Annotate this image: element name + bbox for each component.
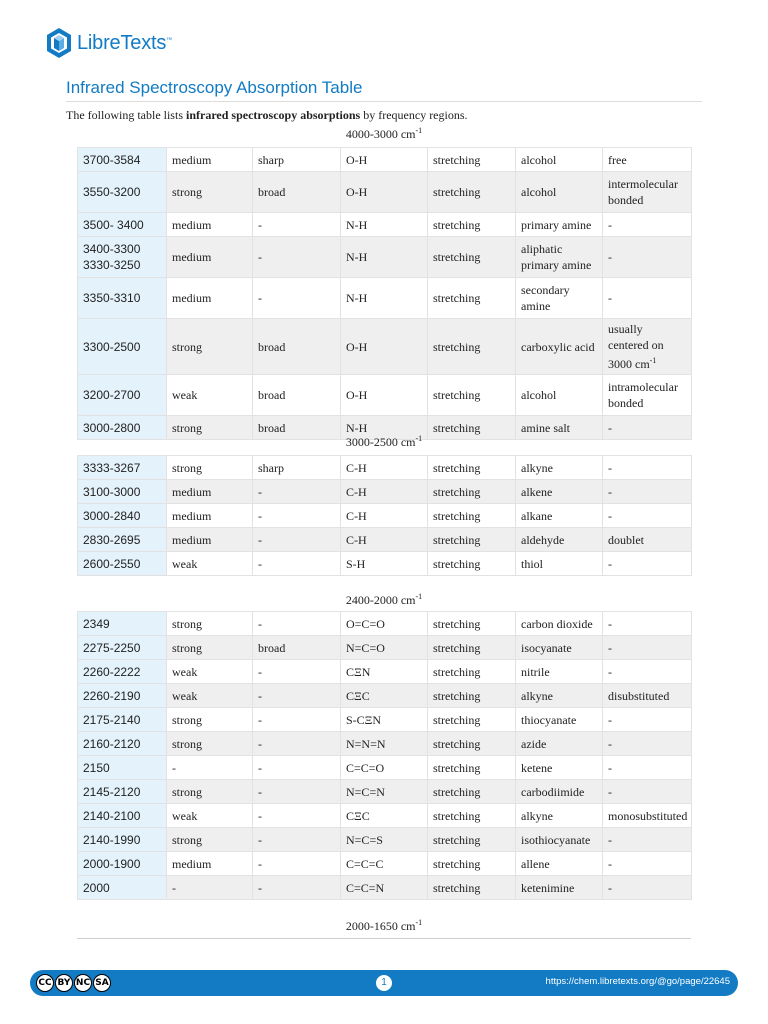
table-cell: C=C=O — [341, 756, 428, 780]
table-cell: - — [603, 278, 692, 319]
table-cell: - — [603, 876, 692, 900]
table-row — [78, 456, 692, 480]
table-cell: strong — [167, 172, 253, 213]
table-cell: carbon dioxide — [516, 612, 603, 636]
table-cell: - — [253, 504, 341, 528]
table-cell: stretching — [428, 528, 516, 552]
table-row — [78, 708, 692, 732]
table-cell: C-H — [341, 528, 428, 552]
table-cell: - — [603, 828, 692, 852]
table-cell: - — [253, 780, 341, 804]
table-cell: alkyne — [516, 456, 603, 480]
table-cell: carboxylic acid — [516, 319, 603, 375]
table-cell: ketene — [516, 756, 603, 780]
absorption-table-4000-3000 — [77, 147, 692, 440]
frequency-cell: 3200-2700 — [78, 375, 167, 416]
libretexts-logo-icon — [46, 27, 72, 59]
table-cell: broad — [253, 375, 341, 416]
table-cell: - — [253, 612, 341, 636]
table-cell: - — [603, 416, 692, 440]
frequency-cell: 3300-2500 — [78, 319, 167, 375]
table-top-border-2000-1650 — [77, 938, 691, 939]
table-cell: - — [253, 708, 341, 732]
table-cell: isothiocyanate — [516, 828, 603, 852]
table-cell: stretching — [428, 636, 516, 660]
table-cell: weak — [167, 660, 253, 684]
frequency-cell: 3000-2800 — [78, 416, 167, 440]
table-row — [78, 278, 692, 319]
cc-license-badge[interactable] — [36, 973, 112, 993]
table-cell: broad — [253, 319, 341, 375]
table-cell: stretching — [428, 612, 516, 636]
table-cell: - — [603, 213, 692, 237]
table-cell: intermolecular bonded — [603, 172, 692, 213]
table-cell: alkyne — [516, 804, 603, 828]
table-row — [78, 660, 692, 684]
table-cell: medium — [167, 480, 253, 504]
table-cell: strong — [167, 456, 253, 480]
table-cell: strong — [167, 636, 253, 660]
table-cell: broad — [253, 416, 341, 440]
frequency-cell: 2140-2100 — [78, 804, 167, 828]
frequency-cell: 2145-2120 — [78, 780, 167, 804]
table-row — [78, 612, 692, 636]
table-cell: stretching — [428, 684, 516, 708]
table-cell: stretching — [428, 804, 516, 828]
table-cell: stretching — [428, 416, 516, 440]
table-cell: N=N=N — [341, 732, 428, 756]
table-cell: O=C=O — [341, 612, 428, 636]
table-cell: stretching — [428, 660, 516, 684]
table-cell: weak — [167, 684, 253, 708]
table-cell: broad — [253, 636, 341, 660]
table-row — [78, 756, 692, 780]
table-cell: alcohol — [516, 172, 603, 213]
table-row — [78, 636, 692, 660]
table-cell: stretching — [428, 319, 516, 375]
frequency-cell: 2260-2222 — [78, 660, 167, 684]
frequency-cell: 2275-2250 — [78, 636, 167, 660]
table-cell: - — [603, 636, 692, 660]
table-cell: N=C=N — [341, 780, 428, 804]
table-cell: stretching — [428, 852, 516, 876]
frequency-cell: 2150 — [78, 756, 167, 780]
table-cell: - — [253, 552, 341, 576]
table-row — [78, 375, 692, 416]
table-cell: stretching — [428, 756, 516, 780]
table-cell: N=C=S — [341, 828, 428, 852]
attribution-icon: BY — [55, 974, 73, 992]
table-cell: N-H — [341, 416, 428, 440]
table-cell: stretching — [428, 828, 516, 852]
table-cell: isocyanate — [516, 636, 603, 660]
frequency-cell: 2160-2120 — [78, 732, 167, 756]
table-cell: N-H — [341, 278, 428, 319]
table-cell: C=C=C — [341, 852, 428, 876]
table-cell: stretching — [428, 708, 516, 732]
frequency-cell: 3500- 3400 — [78, 213, 167, 237]
table-cell: azide — [516, 732, 603, 756]
table-cell: stretching — [428, 732, 516, 756]
table-cell: C-H — [341, 504, 428, 528]
table-cell: strong — [167, 780, 253, 804]
table-row — [78, 828, 692, 852]
table-cell: alcohol — [516, 375, 603, 416]
page-url-link[interactable]: https://chem.libretexts.org/@go/page/22645 — [545, 976, 730, 987]
frequency-cell: 2140-1990 — [78, 828, 167, 852]
table-cell: O-H — [341, 319, 428, 375]
table-cell: - — [603, 612, 692, 636]
table-caption-3000-2500: 3000-2500 $cm^{-1}$ — [345, 434, 423, 449]
table-cell: stretching — [428, 480, 516, 504]
table-cell: doublet — [603, 528, 692, 552]
footer-bar — [30, 970, 738, 996]
table-cell: - — [253, 684, 341, 708]
table-cell: - — [603, 552, 692, 576]
table-cell: N=C=O — [341, 636, 428, 660]
frequency-cell: 2260-2190 — [78, 684, 167, 708]
table-cell: - — [253, 732, 341, 756]
table-cell: strong — [167, 732, 253, 756]
table-cell: C=C=N — [341, 876, 428, 900]
cc-icon: CC — [36, 974, 54, 992]
table-cell: S-H — [341, 552, 428, 576]
table-cell: - — [167, 756, 253, 780]
table-cell: - — [603, 660, 692, 684]
table-cell: - — [253, 804, 341, 828]
table-cell: free — [603, 148, 692, 172]
frequency-cell: 3550-3200 — [78, 172, 167, 213]
absorption-table-2400-2000 — [77, 611, 692, 900]
table-cell: intramolecular bonded — [603, 375, 692, 416]
table-cell: stretching — [428, 375, 516, 416]
table-cell: - — [603, 756, 692, 780]
table-caption-2400-2000: 2400-2000 $cm^{-1}$ — [345, 592, 423, 607]
table-cell: sharp — [253, 456, 341, 480]
table-cell: - — [253, 480, 341, 504]
table-cell: stretching — [428, 456, 516, 480]
table-cell: - — [603, 480, 692, 504]
table-row — [78, 732, 692, 756]
table-cell: primary amine — [516, 213, 603, 237]
table-cell: alcohol — [516, 148, 603, 172]
table-cell: - — [253, 237, 341, 278]
frequency-cell: 3000-2840 — [78, 504, 167, 528]
table-cell: stretching — [428, 148, 516, 172]
table-caption-4000-3000: 4000-3000 $cm^{-1}$ — [345, 126, 423, 141]
table-row — [78, 528, 692, 552]
table-cell: stretching — [428, 504, 516, 528]
table-cell: - — [253, 876, 341, 900]
table-cell: - — [603, 852, 692, 876]
frequency-cell: 2349 — [78, 612, 167, 636]
table-cell: alkene — [516, 480, 603, 504]
frequency-cell: 2175-2140 — [78, 708, 167, 732]
table-cell: sharp — [253, 148, 341, 172]
table-row — [78, 552, 692, 576]
frequency-cell: 3400-3300 3330-3250 — [78, 237, 167, 278]
table-cell: - — [253, 660, 341, 684]
logo-wordmark: LibreTexts™ — [77, 31, 172, 54]
table-cell: weak — [167, 804, 253, 828]
table-cell: strong — [167, 612, 253, 636]
table-cell: stretching — [428, 213, 516, 237]
table-row — [78, 148, 692, 172]
table-cell: stretching — [428, 237, 516, 278]
sharealike-icon: SA — [93, 974, 111, 992]
intro-paragraph: The following table lists infrared spectroscopy absorptions by frequency regions. — [66, 108, 468, 122]
libretexts-logo[interactable] — [46, 27, 172, 59]
table-cell: - — [603, 732, 692, 756]
table-cell: - — [253, 852, 341, 876]
table-row — [78, 213, 692, 237]
table-cell: - — [603, 237, 692, 278]
table-cell: stretching — [428, 278, 516, 319]
table-cell: medium — [167, 237, 253, 278]
absorption-table-3000-2500 — [77, 455, 692, 576]
table-cell: secondary amine — [516, 278, 603, 319]
table-cell: medium — [167, 504, 253, 528]
table-row — [78, 237, 692, 278]
table-cell: thiol — [516, 552, 603, 576]
table-row — [78, 684, 692, 708]
table-cell: nitrile — [516, 660, 603, 684]
table-cell: N-H — [341, 237, 428, 278]
table-cell: weak — [167, 375, 253, 416]
table-cell: stretching — [428, 780, 516, 804]
table-cell: O-H — [341, 375, 428, 416]
table-cell: strong — [167, 708, 253, 732]
table-cell: C-H — [341, 480, 428, 504]
table-row — [78, 780, 692, 804]
frequency-cell: 2000-1900 — [78, 852, 167, 876]
table-cell: CΞC — [341, 684, 428, 708]
table-cell: monosubstituted — [603, 804, 692, 828]
table-cell: strong — [167, 416, 253, 440]
table-cell: weak — [167, 552, 253, 576]
table-cell: aliphatic primary amine — [516, 237, 603, 278]
table-cell: medium — [167, 528, 253, 552]
table-cell: N-H — [341, 213, 428, 237]
table-cell: - — [603, 456, 692, 480]
noncommercial-icon: NC — [74, 974, 92, 992]
table-cell: S-CΞN — [341, 708, 428, 732]
table-cell: - — [253, 756, 341, 780]
table-cell: CΞC — [341, 804, 428, 828]
table-cell: amine salt — [516, 416, 603, 440]
table-cell: - — [603, 780, 692, 804]
title-divider — [66, 101, 702, 102]
frequency-cell: 2830-2695 — [78, 528, 167, 552]
frequency-cell: 2000 — [78, 876, 167, 900]
table-cell: alkyne — [516, 684, 603, 708]
table-row — [78, 504, 692, 528]
table-cell: strong — [167, 828, 253, 852]
table-row — [78, 876, 692, 900]
table-cell: disubstituted — [603, 684, 692, 708]
table-cell: C-H — [341, 456, 428, 480]
table-cell: medium — [167, 213, 253, 237]
table-cell: thiocyanate — [516, 708, 603, 732]
table-cell: - — [253, 528, 341, 552]
table-cell: CΞN — [341, 660, 428, 684]
table-cell: - — [603, 708, 692, 732]
table-caption-2000-1650: 2000-1650 $cm^{-1}$ — [345, 918, 423, 933]
table-row — [78, 852, 692, 876]
table-row — [78, 804, 692, 828]
table-cell: - — [253, 828, 341, 852]
frequency-cell: 3700-3584 — [78, 148, 167, 172]
frequency-cell: 3350-3310 — [78, 278, 167, 319]
table-cell: carbodiimide — [516, 780, 603, 804]
table-cell: aldehyde — [516, 528, 603, 552]
frequency-cell: 2600-2550 — [78, 552, 167, 576]
table-row — [78, 480, 692, 504]
table-cell: O-H — [341, 172, 428, 213]
table-cell: alkane — [516, 504, 603, 528]
table-cell: - — [603, 504, 692, 528]
page-number: 1 — [376, 975, 392, 991]
table-cell: - — [253, 278, 341, 319]
page-title: Infrared Spectroscopy Absorption Table — [66, 78, 363, 97]
table-cell: ketenimine — [516, 876, 603, 900]
table-cell: broad — [253, 172, 341, 213]
table-row — [78, 319, 692, 375]
table-cell: medium — [167, 278, 253, 319]
table-cell: - — [253, 213, 341, 237]
table-cell: usually centered on 3000 $cm^{-1}$ — [603, 319, 692, 375]
table-row — [78, 172, 692, 213]
table-cell: stretching — [428, 552, 516, 576]
table-cell: medium — [167, 148, 253, 172]
table-cell: - — [167, 876, 253, 900]
table-cell: allene — [516, 852, 603, 876]
table-cell: medium — [167, 852, 253, 876]
table-cell: stretching — [428, 172, 516, 213]
frequency-cell: 3100-3000 — [78, 480, 167, 504]
table-cell: stretching — [428, 876, 516, 900]
table-cell: O-H — [341, 148, 428, 172]
table-cell: strong — [167, 319, 253, 375]
frequency-cell: 3333-3267 — [78, 456, 167, 480]
